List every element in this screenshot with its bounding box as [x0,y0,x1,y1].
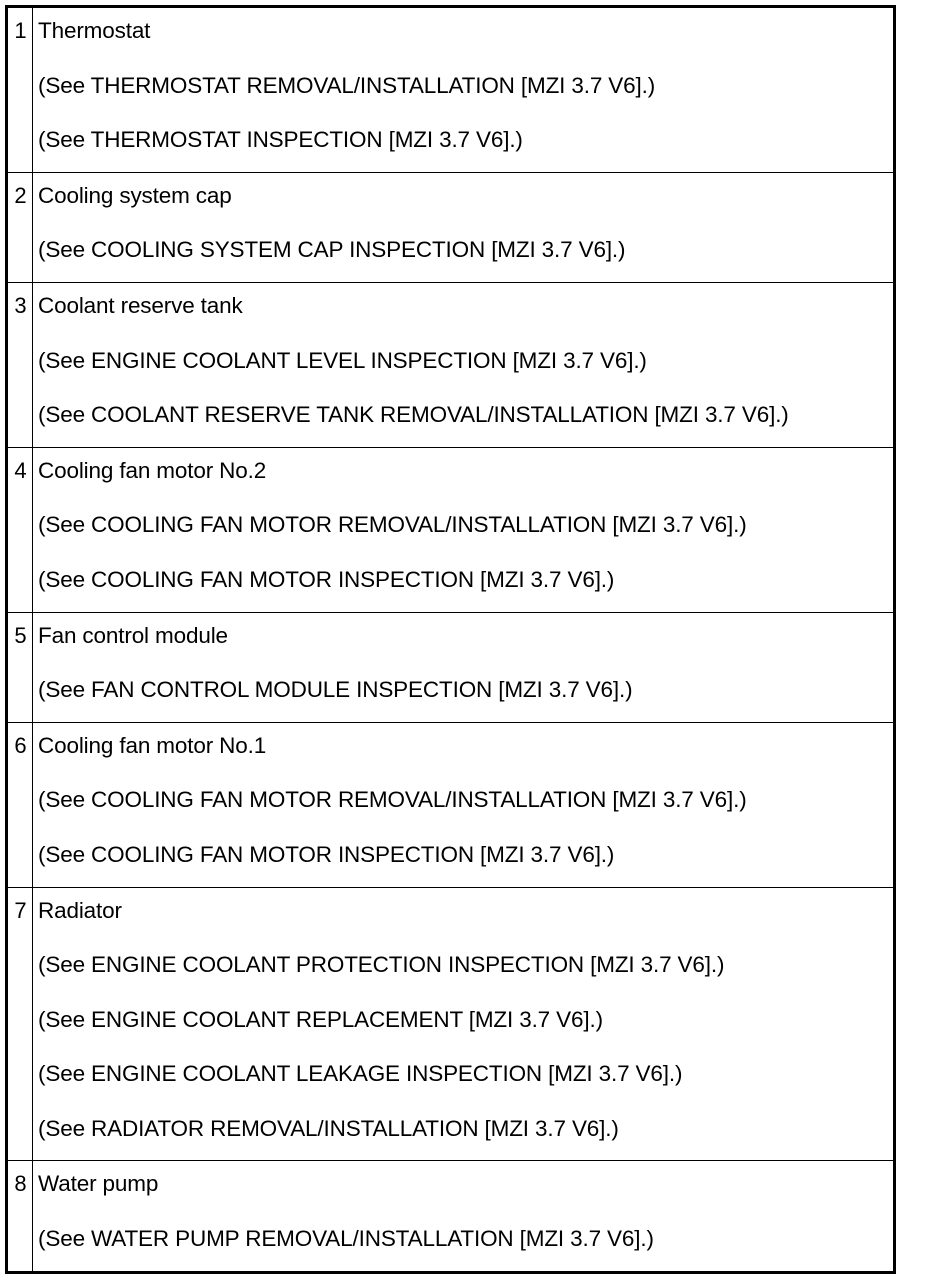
reference-link[interactable]: (See RADIATOR REMOVAL/INSTALLATION [MZI 3.7 V6].) [38,1115,619,1141]
reference-link[interactable]: (See COOLING FAN MOTOR REMOVAL/INSTALLATION [MZI 3.7 V6].) [38,787,747,813]
item-name: Cooling system cap [38,182,232,208]
item-number: 4 [14,457,27,483]
table-row [7,887,895,1161]
item-number-cell [7,172,33,282]
item-name: Fan control module [38,622,228,648]
item-name: Cooling fan motor No.1 [38,732,267,758]
item-number: 6 [14,732,27,758]
item-number-cell [7,447,33,612]
item-number-cell [7,282,33,447]
reference-link[interactable]: (See FAN CONTROL MODULE INSPECTION [MZI 3.7 V6].) [38,677,633,703]
reference-link[interactable]: (See ENGINE COOLANT REPLACEMENT [MZI 3.7 V6].) [38,1006,603,1032]
reference-link[interactable]: (See COOLING FAN MOTOR INSPECTION [MZI 3.7 V6].) [38,566,615,592]
item-number-cell [7,887,33,1161]
item-number: 8 [14,1171,27,1197]
reference-link[interactable]: (See THERMOSTAT REMOVAL/INSTALLATION [MZI 3.7 V6].) [38,72,656,98]
item-number: 3 [14,292,27,318]
item-name: Water pump [38,1171,159,1197]
item-name: Coolant reserve tank [38,292,243,318]
item-number-cell [7,7,33,173]
item-name: Thermostat [38,18,151,43]
reference-link[interactable]: (See THERMOSTAT INSPECTION [MZI 3.7 V6].) [38,127,523,153]
item-text-cell [33,172,895,282]
item-number: 2 [14,182,27,208]
item-text-cell [33,612,895,722]
item-number: 1 [14,18,27,43]
reference-link[interactable]: (See ENGINE COOLANT LEAKAGE INSPECTION [MZI 3.7 V6].) [38,1061,683,1087]
reference-link[interactable]: (See COOLING FAN MOTOR INSPECTION [MZI 3.7 V6].) [38,841,615,867]
item-text-cell [33,7,895,173]
item-number-cell [7,612,33,722]
reference-link[interactable]: (See COOLING FAN MOTOR REMOVAL/INSTALLATION [MZI 3.7 V6].) [38,512,747,538]
table-row [7,447,895,612]
reference-link[interactable]: (See COOLING SYSTEM CAP INSPECTION [MZI 3.7 V6].) [38,237,626,263]
item-number-cell [7,722,33,887]
table-row [7,7,895,173]
table-row [7,282,895,447]
item-text-cell [33,447,895,612]
item-text-cell [33,722,895,887]
item-number: 7 [14,897,27,923]
reference-link[interactable]: (See COOLANT RESERVE TANK REMOVAL/INSTALLATION [MZI 3.7 V6].) [38,402,789,428]
reference-link[interactable]: (See ENGINE COOLANT LEVEL INSPECTION [MZI 3.7 V6].) [38,347,647,373]
reference-link[interactable]: (See WATER PUMP REMOVAL/INSTALLATION [MZI 3.7 V6].) [38,1226,654,1252]
table-row [7,612,895,722]
table-row [7,172,895,282]
item-text-cell [33,887,895,1161]
item-text-cell [33,282,895,447]
parts-table [5,5,896,1274]
item-name: Cooling fan motor No.2 [38,457,267,483]
item-name: Radiator [38,897,122,923]
reference-link[interactable]: (See ENGINE COOLANT PROTECTION INSPECTION [MZI 3.7 V6].) [38,952,725,978]
table-row [7,722,895,887]
item-number: 5 [14,622,27,648]
